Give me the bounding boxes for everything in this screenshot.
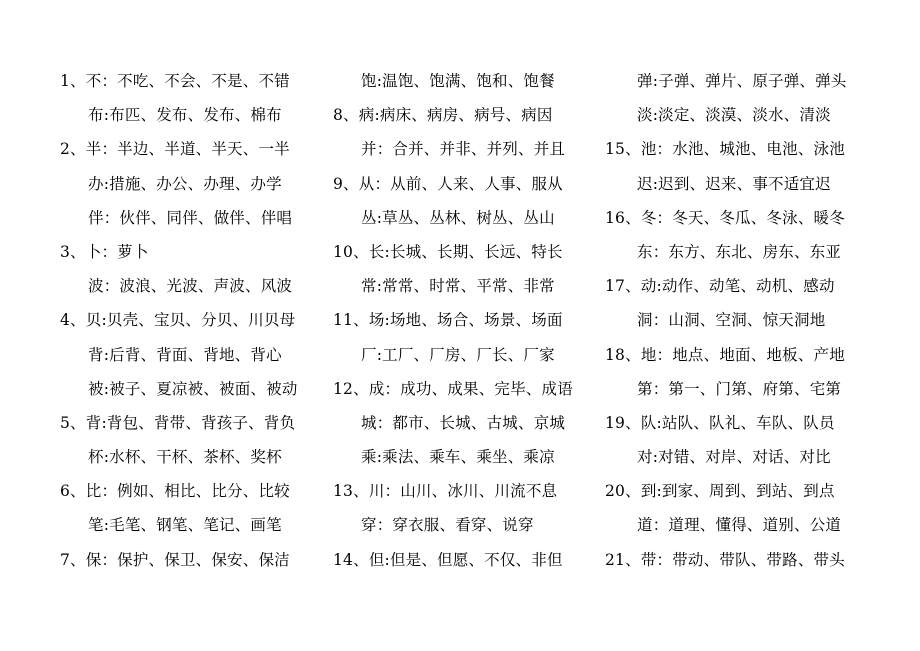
word-group-line: 东：东方、东北、房东、东亚 <box>637 242 842 261</box>
entry-heading-line: 18、地：地点、地面、地板、产地 <box>605 345 845 364</box>
word-group-line: 背:后背、背面、背地、背心 <box>88 345 282 364</box>
word-group-line: 城：都市、长城、古城、京城 <box>361 413 566 432</box>
word-group-line: 饱:温饱、饱满、饱和、饱餐 <box>361 72 555 90</box>
word-group-line: 第：第一、门第、府第、宅第 <box>637 379 842 398</box>
entry-heading-line: 6、比：例如、相比、比分、比较 <box>60 482 290 501</box>
word-group-line: 笔:毛笔、钢笔、笔记、画笔 <box>88 516 282 535</box>
word-group-line: 道：道理、懂得、道别、公道 <box>637 516 842 535</box>
word-group-line: 杯:水杯、干杯、茶杯、奖杯 <box>88 448 282 467</box>
entry-heading-line: 19、队:站队、队礼、车队、队员 <box>605 413 835 432</box>
entry-heading-line: 8、病:病床、病房、病号、病因 <box>333 106 553 125</box>
word-group-line: 迟:迟到、迟来、事不适宜迟 <box>637 174 831 193</box>
entry-heading-line: 10、长:长城、长期、长远、特长 <box>333 242 563 261</box>
word-group-line: 办:措施、办公、办理、办学 <box>88 174 282 193</box>
word-group-line: 伴：伙伴、同伴、做伴、伴唱 <box>88 208 293 227</box>
word-group-line: 并：合并、并非、并列、并且 <box>361 140 566 159</box>
word-group-line: 洞：山洞、空洞、惊天洞地 <box>637 311 826 330</box>
word-group-line: 被:被子、夏凉被、被面、被动 <box>88 379 298 398</box>
entry-heading-line: 17、动:动作、动笔、动机、感动 <box>605 277 835 296</box>
entry-heading-line: 20、到:到家、周到、到站、到点 <box>605 482 835 501</box>
word-group-line: 淡:淡定、淡漠、淡水、清淡 <box>637 106 831 125</box>
column-2 <box>333 64 593 577</box>
entry-heading-line: 4、贝:贝壳、宝贝、分贝、川贝母 <box>60 311 296 330</box>
entry-heading-line: 12、成：成功、成果、完毕、成语 <box>333 379 573 398</box>
word-group-line: 穿：穿衣服、看穿、说穿 <box>361 516 534 535</box>
word-group-line: 对:对错、对岸、对话、对比 <box>637 448 831 467</box>
entry-heading-line: 13、川：山川、冰川、川流不息 <box>333 482 558 501</box>
entry-heading-line: 5、背:背包、背带、背孩子、背负 <box>60 413 296 432</box>
column-1 <box>60 64 330 577</box>
entry-heading-line: 16、冬：冬天、冬瓜、冬泳、暖冬 <box>605 208 845 227</box>
entry-heading-line: 21、带：带动、带队、带路、带头 <box>605 550 845 569</box>
word-group-line: 丛:草丛、丛林、树丛、丛山 <box>361 208 555 227</box>
word-group-line: 乘:乘法、乘车、乘坐、乘凉 <box>361 448 555 467</box>
entry-heading-line: 3、卜：萝卜 <box>60 242 149 261</box>
word-group-line: 弹:子弹、弹片、原子弹、弹头 <box>637 72 847 90</box>
entry-heading-line: 1、不：不吃、不会、不是、不错 <box>60 72 290 90</box>
word-group-line: 波：波浪、光波、声波、风波 <box>88 277 293 296</box>
entry-heading-line: 9、从：从前、人来、人事、服从 <box>333 174 563 193</box>
entry-heading-line: 11、场:场地、场合、场景、场面 <box>333 311 563 330</box>
entry-heading-line: 15、池：水池、城池、电池、泳池 <box>605 140 845 159</box>
column-3 <box>605 64 905 577</box>
word-group-line: 布:布匹、发布、发布、棉布 <box>88 106 282 125</box>
entry-heading-line: 2、半：半边、半道、半天、一半 <box>60 140 290 159</box>
entry-heading-line: 7、保：保护、保卫、保安、保洁 <box>60 550 290 569</box>
word-group-line: 常:常常、时常、平常、非常 <box>361 277 555 296</box>
entry-heading-line: 14、但:但是、但愿、不仅、非但 <box>333 550 563 569</box>
word-group-line: 厂:工厂、厂房、厂长、厂家 <box>361 345 555 364</box>
